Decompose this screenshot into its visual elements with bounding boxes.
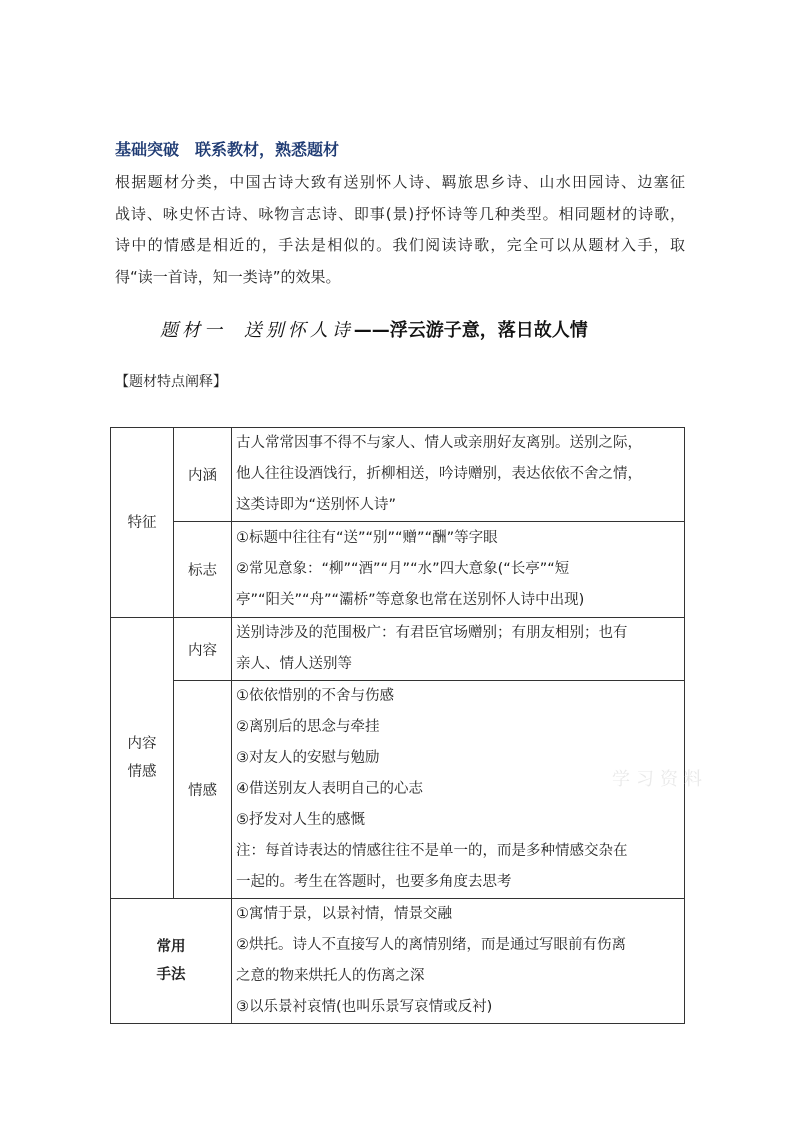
- description-cell: [232, 428, 685, 522]
- category-cell: [111, 428, 174, 618]
- subcategory-cell: [174, 428, 232, 522]
- watermark: 学习资料: [612, 769, 708, 790]
- description-line: ①寓情于景，以景衬情，情景交融: [236, 906, 452, 922]
- description-line: 送别诗涉及的范围极广：有君臣官场赠别；有朋友相别；也有: [236, 625, 628, 641]
- subcategory-cell: [174, 618, 232, 681]
- description-line: 亭”“阳关”“舟”“灞桥”等意象也常在送别怀人诗中出现): [236, 592, 585, 608]
- subcategory-cell: [174, 522, 232, 618]
- subcategory-label: 情感: [188, 783, 217, 799]
- intro-line: 诗中的情感是相近的，手法是相似的。我们阅读诗歌，完全可以从题材入手，取: [115, 236, 685, 254]
- subcategory-cell: [174, 681, 232, 899]
- intro-line: 战诗、咏史怀古诗、咏物言志诗、即事(景)抒怀诗等几种类型。相同题材的诗歌，: [115, 204, 685, 223]
- table-row: [111, 618, 685, 681]
- category-label-line: 内容: [127, 736, 157, 752]
- description-line: ①标题中往往有“送”“别”“赠”“酬”等字眼: [236, 530, 498, 546]
- description-cell: [232, 618, 685, 681]
- table-row: [111, 899, 685, 1024]
- category-cell: [111, 899, 232, 1024]
- section-heading: 基础突破 联系教材，熟悉题材: [115, 140, 340, 159]
- table-row: [111, 522, 685, 618]
- topic-title: [160, 316, 588, 346]
- description-line: 注：每首诗表达的情感往往不是单一的，而是多种情感交杂在: [236, 843, 628, 859]
- topic-dash: ——: [353, 320, 390, 341]
- topic-prefix: 题材一: [160, 320, 226, 341]
- description-line: 之意的物来烘托人的伤离之深: [236, 968, 425, 984]
- description-cell: [232, 522, 685, 618]
- description-line: ④借送别友人表明自己的心志: [236, 781, 423, 797]
- description-cell: [232, 899, 685, 1024]
- category-label: 特征: [127, 514, 157, 531]
- description-line: ②常见意象：“柳”“酒”“月”“水”四大意象(“长亭”“短: [236, 561, 570, 577]
- feature-table: [110, 427, 685, 1024]
- topic-category: 送别怀人诗: [243, 320, 354, 341]
- description-line: ③对友人的安慰与勉励: [236, 750, 380, 766]
- description-line: 亲人、情人送别等: [236, 656, 352, 672]
- description-line: ②烘托。诗人不直接写人的离情别绪，而是通过写眼前有伤离: [236, 937, 626, 953]
- topic-subtitle: 浮云游子意，落日故人情: [389, 320, 588, 341]
- intro-paragraph: [115, 167, 685, 293]
- description-line: ③以乐景衬哀情(也叫乐景写哀情或反衬): [236, 999, 493, 1015]
- category-cell: [111, 618, 174, 899]
- subcategory-label: 内容: [188, 642, 217, 659]
- table-row: [111, 428, 685, 522]
- description-line: ⑤抒发对人生的感慨: [236, 812, 365, 828]
- description-line: 他人往往设酒饯行，折柳相送，吟诗赠别，表达依依不舍之情，: [236, 466, 642, 482]
- description-line: ①依依惜别的不舍与伤感: [236, 688, 394, 704]
- description-line: ②离别后的思念与牵挂: [236, 719, 380, 735]
- description-line: 古人常常因事不得不与家人、情人或亲朋好友离别。送别之际，: [236, 435, 642, 451]
- table-row: [111, 681, 685, 899]
- description-line: 一起的。考生在答题时，也要多角度去思考: [236, 874, 512, 890]
- section-label: 【题材特点阐释】: [115, 374, 227, 390]
- category-label-line: 情感: [127, 764, 157, 780]
- subcategory-label: 内涵: [188, 468, 217, 484]
- category-label-line: 手法: [156, 967, 186, 983]
- description-line: 这类诗即为“送别怀人诗”: [236, 497, 397, 513]
- category-label-line: 常用: [156, 939, 186, 955]
- subcategory-label: 标志: [188, 563, 217, 579]
- intro-line: 根据题材分类，中国古诗大致有送别怀人诗、羁旅思乡诗、山水田园诗、边塞征: [115, 173, 685, 191]
- intro-line: 得“读一首诗，知一类诗”的效果。: [115, 267, 341, 286]
